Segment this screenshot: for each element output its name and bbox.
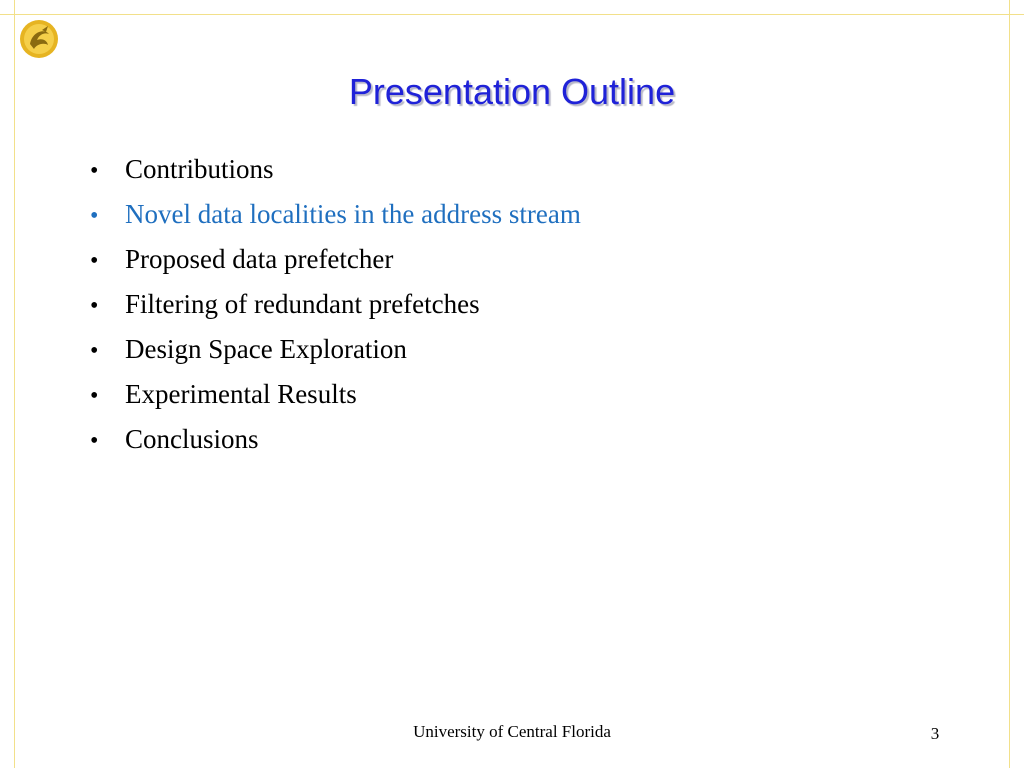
outline-item-proposed-prefetcher	[90, 240, 581, 285]
footer-university: University of Central Florida	[413, 722, 611, 741]
bullet-icon: •	[90, 383, 99, 409]
outline-item-label: Novel data localities in the address stream	[125, 199, 581, 229]
frame-border-right	[1009, 0, 1010, 768]
bullet-icon: •	[90, 158, 99, 184]
outline-item-novel-data-localities	[90, 195, 581, 240]
outline-list	[90, 150, 581, 465]
outline-item-conclusions	[90, 420, 581, 465]
outline-item-design-space	[90, 330, 581, 375]
bullet-icon: •	[90, 203, 99, 229]
outline-item-label: Conclusions	[125, 424, 259, 454]
slide-title: Presentation Outline	[348, 71, 676, 112]
bullet-icon: •	[90, 248, 99, 274]
outline-item-label: Experimental Results	[125, 379, 357, 409]
frame-border-top	[0, 14, 1024, 15]
outline-item-label: Filtering of redundant prefetches	[125, 289, 480, 319]
ucf-pegasus-logo-icon	[18, 18, 60, 60]
bullet-icon: •	[90, 428, 99, 454]
outline-item-label: Proposed data prefetcher	[125, 244, 394, 274]
outline-item-experimental-results	[90, 375, 581, 420]
bullet-icon: •	[90, 293, 99, 319]
bullet-icon: •	[90, 338, 99, 364]
frame-border-left	[14, 0, 15, 768]
outline-item-label: Contributions	[125, 154, 274, 184]
outline-item-contributions	[90, 150, 581, 195]
outline-item-filtering	[90, 285, 581, 330]
outline-item-label: Design Space Exploration	[125, 334, 407, 364]
page-number: 3	[930, 724, 940, 743]
